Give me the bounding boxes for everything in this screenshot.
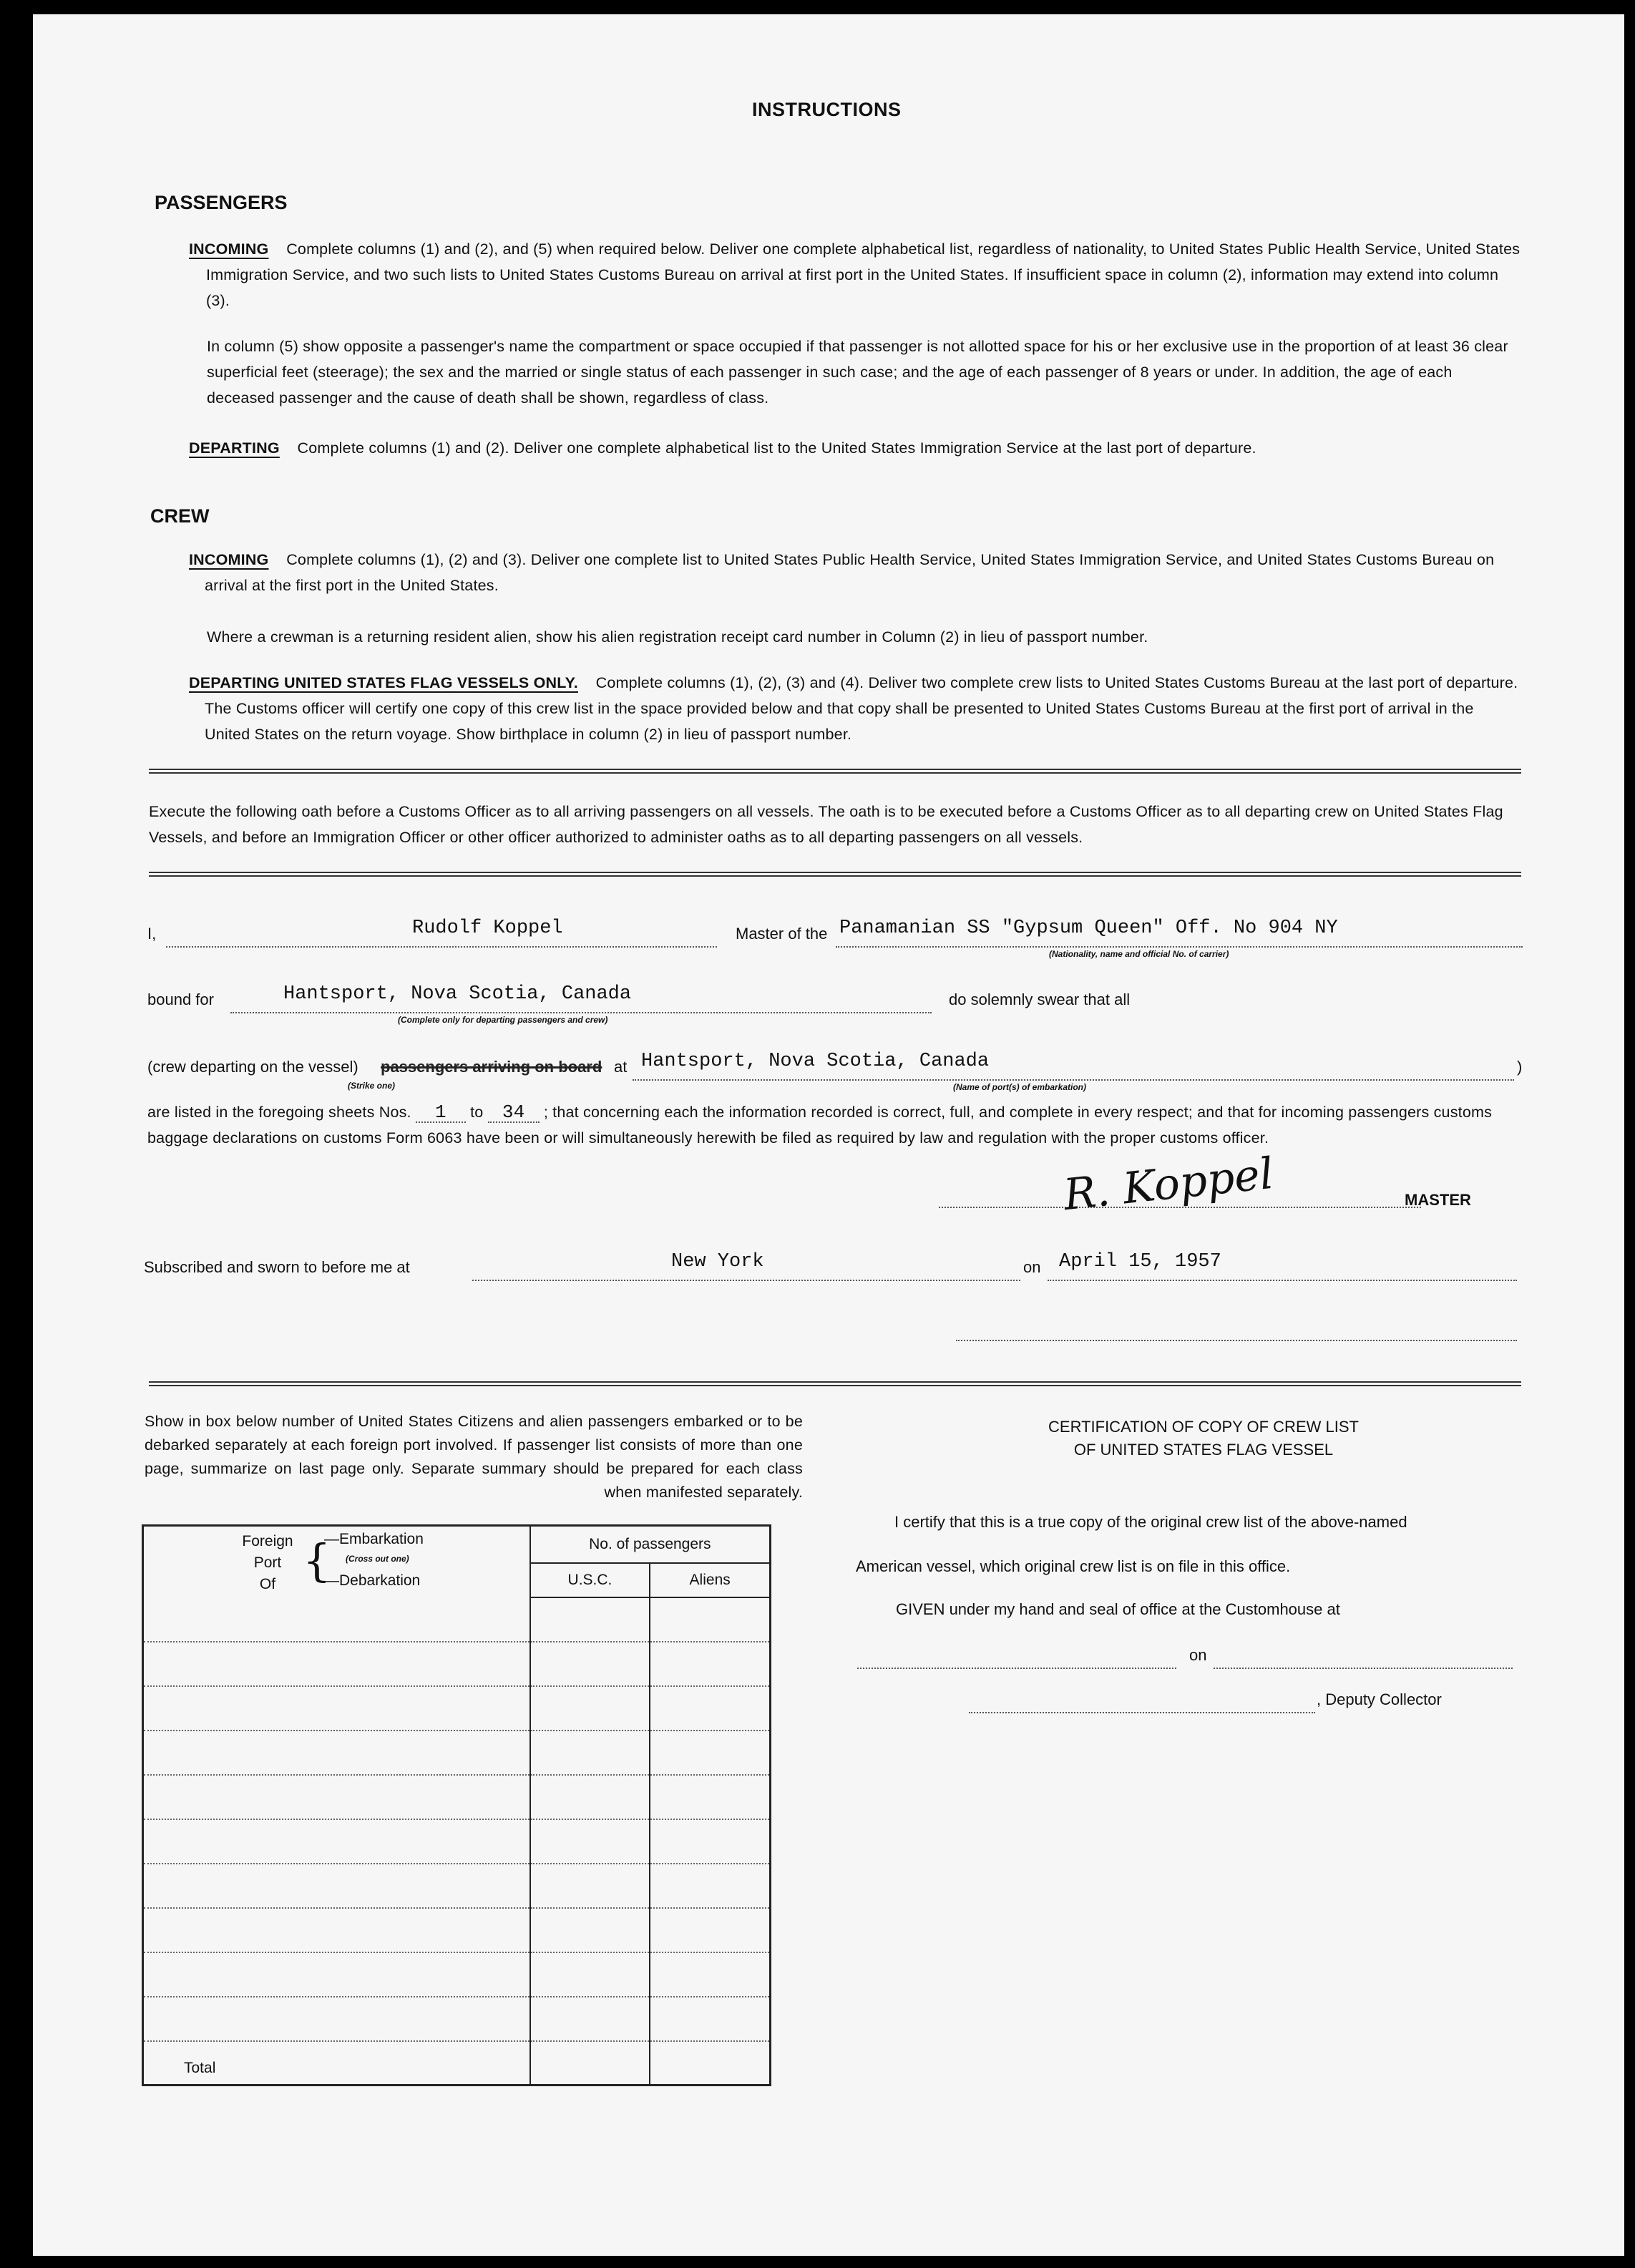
embark-port-field[interactable]: Hantsport, Nova Scotia, Canada [641, 1051, 990, 1072]
passengers-heading: PASSENGERS [155, 192, 288, 213]
summary-row [143, 1908, 771, 1952]
bound-for-caption: (Complete only for departing passengers and crew) [398, 1015, 608, 1025]
section-divider [149, 1381, 1521, 1386]
col-port: Port [253, 1554, 282, 1571]
passengers-incoming-paragraph [189, 236, 1523, 313]
deputy-collector-label: , Deputy Collector [1317, 1690, 1442, 1708]
certify-text-2: American vessel, which original crew list is on file in this office. [856, 1557, 1291, 1575]
aliens-cell[interactable] [650, 1819, 770, 1864]
usc-header: U.S.C. [530, 1563, 650, 1597]
crew-heading: CREW [150, 505, 210, 527]
summary-row [143, 1731, 771, 1775]
passengers-departing-paragraph [189, 435, 1520, 461]
usc-cell[interactable] [530, 1597, 650, 1642]
sworn-date-field[interactable]: April 15, 1957 [1059, 1251, 1221, 1272]
passengers-incoming-label: INCOMING [189, 240, 269, 258]
sheet-to-field[interactable]: 34 [488, 1103, 540, 1123]
no-passengers-header: No. of passengers [530, 1526, 771, 1563]
close-paren: ) [1517, 1058, 1523, 1076]
aliens-cell[interactable] [650, 1864, 770, 1908]
summary-row [143, 1686, 771, 1731]
struck-option: passengers arriving on board [381, 1058, 602, 1076]
section-divider [149, 769, 1521, 774]
usc-cell[interactable] [530, 1864, 650, 1908]
total-usc-cell[interactable] [530, 2041, 650, 2086]
certification-heading-line1: CERTIFICATION OF COPY OF CREW LIST [1048, 1418, 1359, 1436]
brace-icon: { [303, 1534, 331, 1587]
sworn-date-line [1048, 1280, 1517, 1281]
passengers-incoming-text: Complete columns (1) and (2), and (5) when required below. Deliver one complete alphabetical list, regardless of nationality, to United States Public Health Service, United States Immigration Service, and two such lists to United States Customs Bureau on arrival at first port in the United States. If insufficient space in column (2), information may extend into column (3). [206, 240, 1521, 309]
port-cell[interactable] [143, 1731, 530, 1775]
embark-caption: (Name of port(s) of embarkation) [953, 1082, 1087, 1092]
master-of-label: Master of the [736, 925, 828, 943]
declaration-paragraph [147, 1099, 1523, 1151]
sworn-place-line [472, 1280, 1020, 1281]
summary-row [143, 1819, 771, 1864]
master-label: MASTER [1405, 1191, 1471, 1209]
passengers-departing-label: DEPARTING [189, 439, 280, 457]
summary-instructions: Show in box below number of United States Citizens and alien passengers embarked or to be debarked separately at each foreign port involved. If passenger list consists of more than one page, summarize on last page only. Separate summary should be prepared for each class when manifested separately. [145, 1413, 803, 1501]
subscribed-label: Subscribed and sworn to before me at [144, 1258, 410, 1276]
summary-row [143, 1952, 771, 1997]
foreign-port-header [143, 1526, 530, 1597]
embarkation-option[interactable]: —Embarkation [324, 1531, 424, 1547]
master-name-field[interactable]: Rudolf Koppel [412, 918, 563, 939]
col-foreign: Foreign [242, 1533, 293, 1549]
usc-cell[interactable] [530, 1908, 650, 1952]
summary-row [143, 1864, 771, 1908]
deputy-collector-line[interactable] [969, 1712, 1315, 1713]
passenger-summary-table [142, 1524, 771, 2086]
swear-label: do solemnly swear that all [949, 991, 1131, 1008]
port-cell[interactable] [143, 1819, 530, 1864]
crew-incoming-label: INCOMING [189, 551, 269, 568]
cert-date-line[interactable] [1214, 1668, 1513, 1669]
aliens-cell[interactable] [650, 1597, 770, 1642]
carrier-field[interactable]: Panamanian SS "Gypsum Queen" Off. No 904 NY [839, 918, 1338, 939]
usc-cell[interactable] [530, 1997, 650, 2041]
sheet-from-field[interactable]: 1 [416, 1103, 466, 1123]
section-divider [149, 872, 1521, 877]
certification-heading [1003, 1416, 1404, 1461]
master-name-line [166, 946, 717, 948]
declaration-text: ; that concerning each the information recorded is correct, full, and complete in every respect; and that for incoming passengers customs baggage declarations on customs Form 6063 have been or will simultaneously herewith be filed as required by law and regulation with the proper customs officer. [147, 1104, 1493, 1147]
carrier-line [836, 946, 1523, 948]
crew-departing-label: DEPARTING UNITED STATES FLAG VESSELS ONLY. [189, 674, 578, 691]
passengers-column5-paragraph: In column (5) show opposite a passenger's name the compartment or space occupied if that passenger is not allotted space for his or her exclusive use in the proportion of at least 36 clear superficial feet (steerage); the sex and the married or single status of each passenger in such case; and the age of each passenger of 8 years or under. In addition, the age of each deceased passenger and the cause of death shall be shown, regardless of class. [207, 338, 1508, 407]
crew-incoming-paragraph [189, 547, 1521, 598]
crew-departing-paragraph [189, 670, 1521, 747]
port-cell[interactable] [143, 1952, 530, 1997]
debarkation-option[interactable]: —Debarkation [324, 1572, 421, 1589]
usc-cell[interactable] [530, 1819, 650, 1864]
cert-on-label: on [1189, 1646, 1207, 1664]
certify-text-1: I certify that this is a true copy of the original crew list of the above-named [894, 1513, 1407, 1531]
aliens-cell[interactable] [650, 1908, 770, 1952]
crew-incoming-text: Complete columns (1), (2) and (3). Deliver one complete list to United States Public Health Service, United States Immigration Service, and United States Customs Bureau on arrival at the first port in the United States. [205, 551, 1495, 594]
strike-caption: (Strike one) [348, 1081, 396, 1091]
bound-for-label: bound for [147, 991, 214, 1008]
aliens-cell[interactable] [650, 1775, 770, 1819]
aliens-cell[interactable] [650, 1686, 770, 1731]
aliens-header: Aliens [650, 1563, 770, 1597]
port-cell[interactable] [143, 1686, 530, 1731]
port-cell[interactable] [143, 1908, 530, 1952]
at-label: at [614, 1058, 628, 1076]
embark-line [633, 1079, 1514, 1081]
crew-departing-label: (crew departing on the vessel) [147, 1058, 358, 1076]
customhouse-line[interactable] [857, 1668, 1176, 1669]
port-cell[interactable] [143, 1597, 530, 1642]
passengers-departing-text: Complete columns (1) and (2). Deliver one complete alphabetical list to the United States Immigration Service at the last port of departure. [297, 439, 1256, 457]
form-page [33, 14, 1624, 2256]
total-aliens-cell[interactable] [650, 2041, 770, 2086]
sworn-place-field[interactable]: New York [671, 1251, 764, 1272]
summary-row [143, 1642, 771, 1686]
bound-for-field[interactable]: Hantsport, Nova Scotia, Canada [283, 983, 632, 1005]
port-cell[interactable] [143, 1775, 530, 1819]
usc-cell[interactable] [530, 1731, 650, 1775]
oath-intro-paragraph: Execute the following oath before a Customs Officer as to all arriving passengers on all vessels. The oath is to be executed before a Customs Officer as to all departing crew on United States Flag Vessels, and before an Immigration Officer or other officer authorized to administer oaths as to all departing passengers on all vessels. [149, 803, 1503, 846]
summary-row [143, 1997, 771, 2041]
cross-out-caption: (Cross out one) [346, 1554, 409, 1564]
port-cell[interactable] [143, 1997, 530, 2041]
summary-row [143, 1597, 771, 1642]
on-label: on [1023, 1258, 1041, 1276]
listed-label: are listed in the foregoing sheets Nos. [147, 1104, 411, 1121]
aliens-cell[interactable] [650, 1642, 770, 1686]
given-text: GIVEN under my hand and seal of office at the Customhouse at [896, 1600, 1340, 1618]
usc-cell[interactable] [530, 1775, 650, 1819]
col-of: Of [259, 1576, 276, 1592]
aliens-cell[interactable] [650, 1952, 770, 1997]
port-cell[interactable] [143, 1642, 530, 1686]
to-label: to [470, 1104, 484, 1121]
summary-row [143, 1775, 771, 1819]
usc-cell[interactable] [530, 1686, 650, 1731]
carrier-caption: (Nationality, name and official No. of carrier) [1049, 949, 1229, 959]
usc-cell[interactable] [530, 1952, 650, 1997]
port-cell[interactable] [143, 1864, 530, 1908]
crew-departing-text: Complete columns (1), (2), (3) and (4). Deliver two complete crew lists to United States Customs Bureau at the last port of departure. The Customs officer will certify one copy of this crew list in the space provided below and that copy shall be presented to United States Customs Bureau at the first port of arrival in the United States on the return voyage. Show birthplace in column (2) in lieu of passport number. [205, 674, 1518, 743]
officer-signature-line [956, 1340, 1517, 1341]
total-label: Total [143, 2041, 530, 2086]
oath-i-label: I, [147, 925, 157, 943]
page-title: INSTRUCTIONS [752, 99, 902, 120]
crew-resident-paragraph: Where a crewman is a returning resident alien, show his alien registration receipt card number in Column (2) in lieu of passport number. [207, 628, 1148, 646]
master-signature: R. Koppel [1061, 1148, 1277, 1221]
usc-cell[interactable] [530, 1642, 650, 1686]
bound-for-line [230, 1012, 932, 1013]
aliens-cell[interactable] [650, 1731, 770, 1775]
certification-heading-line2: OF UNITED STATES FLAG VESSEL [1073, 1441, 1334, 1459]
aliens-cell[interactable] [650, 1997, 770, 2041]
